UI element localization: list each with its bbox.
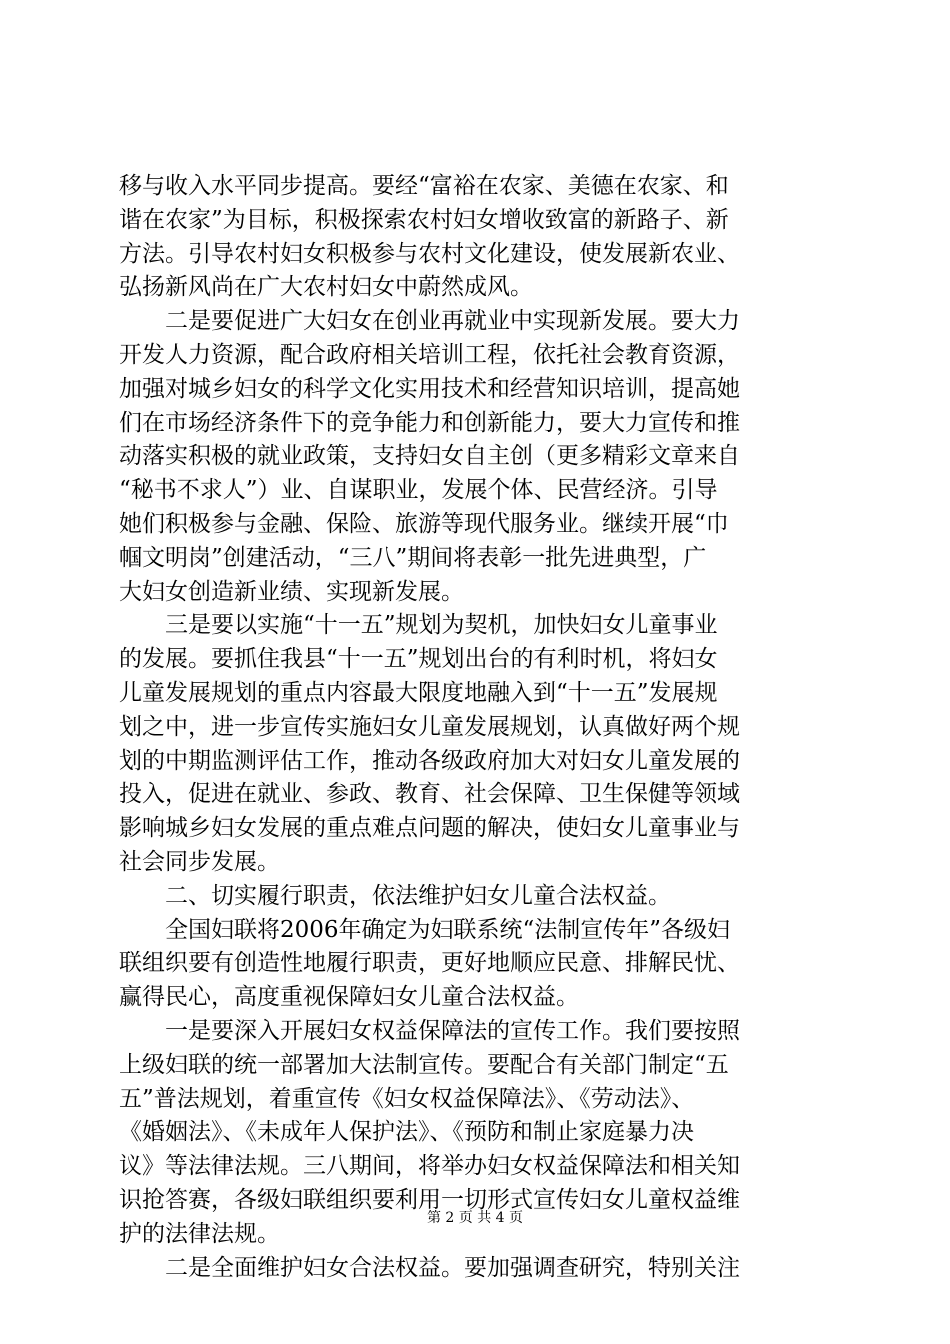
text-line: 识抢答赛，各级妇联组织要利用一切形式宣传妇女儿童权益维	[119, 1186, 740, 1213]
text-line: 五”普法规划，着重宣传《妇女权益保障法》、《劳动法》、	[119, 1085, 695, 1112]
text-line: 《婚姻法》、《未成年人保护法》、《预防和制止家庭暴力决	[119, 1119, 694, 1146]
text-line: 二是要促进广大妇女在创业再就业中实现新发展。要大力	[119, 308, 740, 335]
document-body	[119, 170, 839, 1285]
text-line: 投入，促进在就业、参政、教育、社会保障、卫生保健等领域	[119, 781, 740, 808]
text-line: 动落实积极的就业政策，支持妇女自主创（更多精彩文章来自	[119, 443, 740, 470]
text-line: 方法。引导农村妇女积极参与农村文化建设，使发展新农业、	[119, 240, 740, 267]
text-line: 社会同步发展。	[119, 848, 280, 875]
text-line: 划之中，进一步宣传实施妇女儿童发展规划，认真做好两个规	[119, 713, 740, 740]
text-line: 加强对城乡妇女的科学文化实用技术和经营知识培训，提高她	[119, 375, 740, 402]
text-line: 划的中期监测评估工作，推动各级政府加大对妇女儿童发展的	[119, 747, 740, 774]
text-line: 们在市场经济条件下的竞争能力和创新能力，要大力宣传和推	[119, 409, 740, 436]
text-line: 三是要以实施“十一五”规划为契机，加快妇女儿童事业	[119, 612, 718, 639]
text-line: 的发展。要抓住我县“十一五”规划出台的有利时机，将妇女	[119, 646, 718, 673]
text-line: 护的法律法规。	[119, 1220, 280, 1247]
text-line: 一是要深入开展妇女权益保障法的宣传工作。我们要按照	[119, 1017, 740, 1044]
text-line: 弘扬新风尚在广大农村妇女中蔚然成风。	[119, 274, 533, 301]
text-line: 开发人力资源，配合政府相关培训工程，依托社会教育资源，	[119, 341, 740, 368]
text-line: 全国妇联将2006年确定为妇联系统“法制宣传年”各级妇	[119, 916, 731, 943]
text-line: 大妇女创造新业绩、实现新发展。	[119, 578, 464, 605]
text-line: 联组织要有创造性地履行职责，更好地顺应民意、排解民忧、	[119, 950, 740, 977]
text-line: 影响城乡妇女发展的重点难点问题的解决，使妇女儿童事业与	[119, 815, 740, 842]
text-line: 移与收入水平同步提高。要经“富裕在农家、美德在农家、和	[119, 173, 729, 199]
text-line: 上级妇联的统一部署加大法制宣传。要配合有关部门制定“五	[119, 1051, 729, 1078]
text-line: 帼文明岗”创建活动，“三八”期间将表彰一批先进典型，广	[119, 544, 707, 571]
text-line: “秘书不求人”）业、自谋职业，发展个体、民营经济。引导	[119, 477, 718, 504]
page-footer: 第 2 页 共 4 页	[426, 1210, 524, 1226]
text-line: 她们积极参与金融、保险、旅游等现代服务业。继续开展“巾	[119, 510, 729, 537]
text-line: 谐在农家”为目标，积极探索农村妇女增收致富的新路子、新	[119, 206, 729, 233]
text-line: 二是全面维护妇女合法权益。要加强调查研究，特别关注	[119, 1254, 740, 1281]
text-line: 议》等法律法规。三八期间，将举办妇女权益保障法和相关知	[119, 1153, 740, 1180]
text-line: 二、切实履行职责，依法维护妇女儿童合法权益。	[119, 882, 671, 909]
text-line: 儿童发展规划的重点内容最大限度地融入到“十一五”发展规	[119, 679, 718, 706]
text-line: 赢得民心，高度重视保障妇女儿童合法权益。	[119, 984, 579, 1011]
